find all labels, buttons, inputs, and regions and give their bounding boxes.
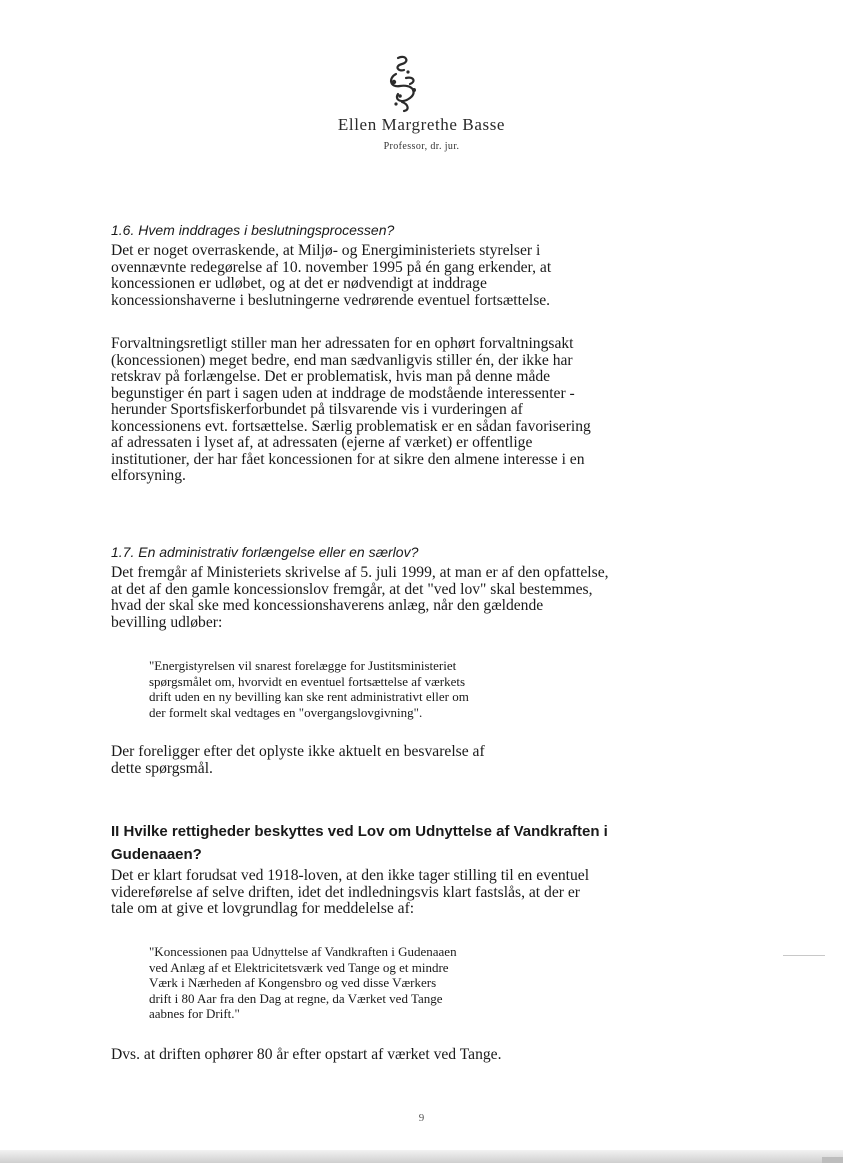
text-line: Der foreligger efter det oplyste ikke aktuelt en besvarelse af: [111, 743, 485, 760]
scan-artifact: [783, 955, 825, 956]
text-line: at det af den gamle koncessionslov fremgår, at det "ved lov" skal bestemmes,: [111, 580, 593, 598]
text-line: institutioner, der har fået koncessionen for at sikre den almene interesse i en: [111, 450, 585, 468]
paragraph-1-7-b: [111, 744, 701, 777]
quote-line: "Koncessionen paa Udnyttelse af Vandkraften i Gudenaaen: [149, 944, 457, 959]
block-quote-ii: [149, 944, 579, 1022]
section-heading-ii: II Hvilke rettigheder beskyttes ved Lov om Udnyttelse af Vandkraften i Gudenaaen?: [111, 823, 608, 863]
page-number: 9: [418, 1112, 425, 1124]
text-line: retskrav på forlængelse. Det er problematisk, hvis man på denne måde: [111, 368, 551, 385]
text-line: koncessionshaverne i beslutningerne vedrørende eventuel fortsættelse.: [111, 291, 551, 309]
quote-line: "Energistyrelsen vil snarest forelægge for Justitsministeriet: [149, 658, 457, 673]
text-line: Dvs. at driften ophører 80 år efter opstart af værket ved Tange.: [111, 1046, 502, 1063]
quote-line: ved Anlæg af et Elektricitetsværk ved Tange og et mindre: [149, 959, 449, 975]
text-line: koncessionens evt. fortsættelse. Særlig problematisk er en sådan favorisering: [111, 417, 591, 435]
text-line: ovennævnte redegørelse af 10. november 1995 på én gang erkender, at: [111, 258, 552, 276]
text-line: videreførelse af selve driften, idet det indledningsvis klart fastslås, at der er: [111, 883, 580, 901]
paragraph-ii-b: [111, 1047, 701, 1064]
quote-line: spørgsmålet om, hvorvidt en eventuel fortsættelse af værkets: [149, 673, 466, 689]
text-line: elforsyning.: [111, 467, 186, 484]
quote-line: drift uden en ny bevilling kan ske rent administrativt eller om: [149, 689, 469, 704]
page-corner-edge: [822, 1157, 843, 1163]
monogram-logo-icon: [384, 52, 424, 114]
text-line: (koncessionen) meget bedre, end man sædvanligvis stiller én, der ikke har: [111, 351, 573, 369]
section-heading-1-7: 1.7. En administrativ forlængelse eller en særlov?: [111, 544, 419, 560]
text-line: Det fremgår af Ministeriets skrivelse af 5. juli 1999, at man er af den opfattelse,: [111, 564, 609, 581]
text-line: bevilling udløber:: [111, 613, 223, 631]
text-line: dette spørgsmål.: [111, 759, 213, 777]
quote-line: aabnes for Drift.": [149, 1006, 240, 1021]
page-bottom-edge: [0, 1150, 843, 1163]
paragraph-1-7-a: [111, 565, 701, 631]
block-quote-1-7: [149, 658, 579, 720]
text-line: tale om at give et lovgrundlag for meddelelse af:: [111, 900, 415, 917]
text-line: af adressaten i lyset af, at adressaten (ejerne af værket) er offentlige: [111, 434, 533, 451]
text-line: begunstiger én part i sagen uden at inddrage de modstående interessenter -: [111, 384, 575, 402]
paragraph-1-6-a: [111, 243, 701, 309]
text-line: herunder Sportsfiskerforbundet på tilsvarende vis i vurderingen af: [111, 401, 523, 418]
text-line: Det er klart forudsat ved 1918-loven, at den ikke tager stilling til en eventuel: [111, 867, 590, 884]
quote-line: Værk i Nærheden af Kongensbro og ved disse Værkers: [149, 975, 437, 990]
text-line: Forvaltningsretligt stiller man her adressaten for en ophørt forvaltningsakt: [111, 335, 574, 352]
quote-line: drift i 80 Aar fra den Dag at regne, da Værket ved Tange: [149, 990, 443, 1006]
author-name: Ellen Margrethe Basse: [337, 115, 506, 134]
section-heading-1-6: 1.6. Hvem inddrages i beslutningsprocessen?: [111, 222, 395, 238]
text-line: koncessionen er udløbet, og at det er nødvendigt at inddrage: [111, 275, 487, 292]
paragraph-1-6-b: [111, 336, 701, 485]
paragraph-ii-a: [111, 868, 701, 918]
author-title: Professor, dr. jur.: [383, 141, 460, 152]
quote-line: der formelt skal vedtages en "overgangslovgivning".: [149, 704, 423, 720]
text-line: Det er noget overraskende, at Miljø- og Energiministeriets styrelser i: [111, 242, 541, 259]
text-line: hvad der skal ske med koncessionshaverens anlæg, når den gældende: [111, 597, 544, 614]
